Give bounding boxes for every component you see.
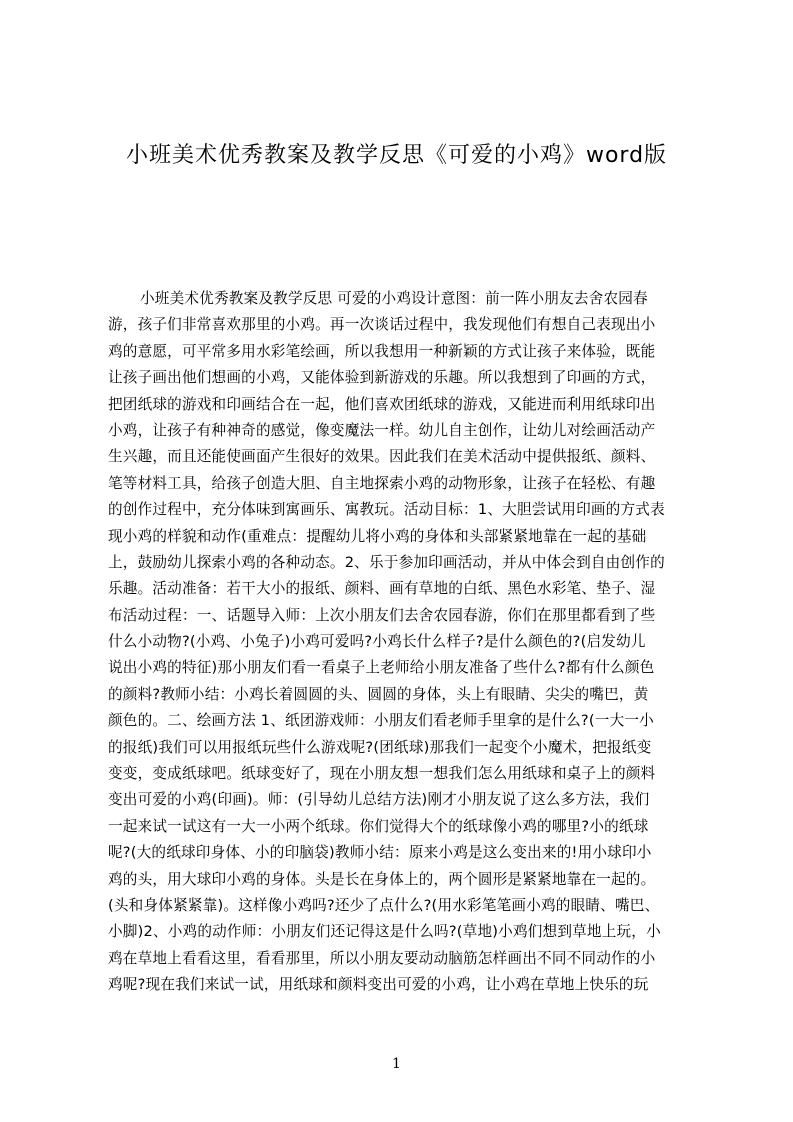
text-line: 说出小鸡的特征)那小朋友们看一看桌子上老师给小朋友准备了些什么?都有什么颜色 [108, 659, 655, 677]
text-line: 乐趣。活动准备：若干大小的报纸、颜料、画有草地的白纸、黑色水彩笔、垫子、湿 [108, 580, 656, 598]
text-line: (头和身体紧紧靠)。这样像小鸡吗?还少了点什么?(用水彩笔笔画小鸡的眼睛、嘴巴、 [108, 896, 660, 914]
text-line: 一起来试一试这有一大一小两个纸球。你们觉得大个的纸球像小鸡的哪里?小的纸球 [108, 817, 649, 835]
text-line: 小脚)2、小鸡的动作师：小朋友们还记得这是什么吗?(草地)小鸡们想到草地上玩，小 [108, 923, 661, 941]
text-line: 颜色的。二、绘画方法 1、纸团游戏师：小朋友们看老师手里拿的是什么?(一大一小 [108, 712, 654, 730]
text-line: 鸡的头，用大球印小鸡的身体。头是长在身体上的，两个圆形是紧紧地靠在一起的。 [108, 870, 656, 888]
text-line: 小班美术优秀教案及教学反思 可爱的小鸡设计意图：前一阵小朋友去舍农园春 [140, 290, 648, 307]
body-paragraph [108, 286, 698, 1032]
text-line: 游，孩子们非常喜欢那里的小鸡。再一次谈话过程中，我发现他们有想自己表现出小 [108, 316, 656, 334]
text-line: 呢?(大的纸球印身体、小的印脑袋)教师小结：原来小鸡是这么变出来的!用小球印小 [108, 844, 652, 862]
document-title: 小班美术优秀教案及教学反思《可爱的小鸡》word版 [125, 143, 668, 168]
text-line: 鸡在草地上看看这里，看看那里，所以小朋友要动动脑筋怎样画出不同不同动作的小 [108, 949, 656, 967]
text-line: 让孩子画出他们想画的小鸡，又能体验到新游戏的乐趣。所以我想到了印画的方式， [108, 369, 656, 387]
text-line: 上，鼓励幼儿探索小鸡的各种动态。2、乐于参加印画活动，并从中体会到自由创作的 [108, 553, 665, 571]
text-line: 什么小动物?(小鸡、小兔子)小鸡可爱吗?小鸡长什么样子?是什么颜色的?(启发幼儿 [108, 633, 646, 651]
text-line: 的创作过程中，充分体味到寓画乐、寓教玩。活动目标：1、大胆尝试用印画的方式表 [108, 501, 665, 519]
text-line: 布活动过程：一、话题导入师：上次小朋友们去舍农园春游，你们在那里都看到了些 [108, 606, 656, 624]
text-line: 小鸡，让孩子有种神奇的感觉，像变魔法一样。幼儿自主创作，让幼儿对绘画活动产 [108, 421, 656, 439]
page-number: 1 [392, 1056, 401, 1072]
text-line: 鸡呢?现在我们来试一试，用纸球和颜料变出可爱的小鸡，让小鸡在草地上快乐的玩 [108, 976, 649, 994]
text-line: 现小鸡的样貌和动作(重难点：提醒幼儿将小鸡的身体和头部紧紧地靠在一起的基础 [108, 527, 647, 545]
text-line: 把团纸球的游戏和印画结合在一起，他们喜欢团纸球的游戏，又能进而利用纸球印出 [108, 395, 656, 413]
text-line: 的报纸)我们可以用报纸玩些什么游戏呢?(团纸球)那我们一起变个小魔术，把报纸变 [108, 738, 652, 756]
text-line: 变出可爱的小鸡(印画)。师：(引导幼儿总结方法)刚才小朋友说了这么多方法，我们 [108, 791, 650, 809]
text-line: 变变，变成纸球吧。纸球变好了，现在小朋友想一想我们怎么用纸球和桌子上的颜料 [108, 765, 656, 783]
text-line: 生兴趣，而且还能使画面产生很好的效果。因此我们在美术活动中提供报纸、颜料、 [108, 448, 656, 466]
text-line: 笔等材料工具，给孩子创造大胆、自主地探索小鸡的动物形象，让孩子在轻松、有趣 [108, 474, 656, 492]
text-line: 鸡的意愿，可平常多用水彩笔绘画，所以我想用一种新颖的方式让孩子来体验，既能 [108, 342, 656, 360]
text-line: 的颜料?教师小结：小鸡长着圆圆的头、圆圆的身体，头上有眼睛、尖尖的嘴巴，黄 [108, 685, 649, 703]
